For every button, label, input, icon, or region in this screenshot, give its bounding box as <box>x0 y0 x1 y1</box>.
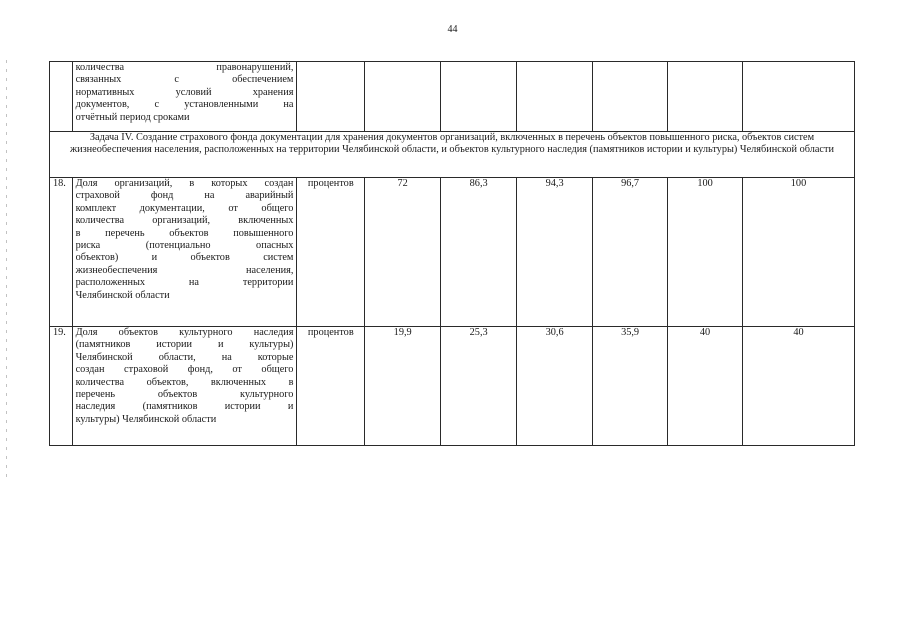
indicator-name-line: наследия (памятников истории и <box>75 401 294 413</box>
indicator-name-line: (памятников истории и культуры) <box>75 339 294 351</box>
table-row <box>50 178 855 327</box>
value-cell: 100 <box>743 178 855 327</box>
row-number-cell <box>50 62 73 132</box>
indicator-name-line: количества правонарушений, <box>75 62 294 73</box>
indicator-name-line: Доля организаций, в которых создан <box>75 178 294 189</box>
indicator-name-line: комплект документации, от общего <box>75 202 294 214</box>
indicator-name-line: количества объектов, включенных в <box>75 376 294 388</box>
indicator-name-line: нормативных условий хранения <box>75 86 294 98</box>
row-number-cell: 19. <box>50 327 73 446</box>
indicator-name-line: объектов) и объектов систем <box>75 252 294 264</box>
indicator-name-cell <box>72 327 297 446</box>
scan-edge-artifact <box>6 60 7 480</box>
indicator-name-line: количества организаций, включенных <box>75 215 294 227</box>
unit-cell <box>297 62 365 132</box>
indicator-name-line: связанных с обеспечением <box>75 74 294 86</box>
indicators-table <box>49 61 855 446</box>
indicator-name-line: Доля объектов культурного наследия <box>75 327 294 338</box>
indicator-name-line: Челябинской области, на которые <box>75 351 294 363</box>
value-cell: 86,3 <box>441 178 517 327</box>
value-cell: 72 <box>365 178 441 327</box>
unit-cell: процентов <box>297 178 365 327</box>
table-row <box>50 327 855 446</box>
value-cell: 19,9 <box>365 327 441 446</box>
indicator-name-line: жизнеобеспечения населения, <box>75 264 294 276</box>
indicator-name-line: риска (потенциально опасных <box>75 240 294 252</box>
indicator-name-cell <box>72 62 297 132</box>
value-cell <box>668 62 743 132</box>
value-cell <box>441 62 517 132</box>
task-heading-text: Задача IV. Создание страхового фонда документации для хранения документов организаций, включенных в перечень объектов повышенного риска, объектов систем жизнеобеспечения населения, расположенных на территории Челябинской области, и объектов культурного наследия (памятников истории и культуры) Челябинской области <box>50 132 855 178</box>
table-row <box>50 62 855 132</box>
indicator-name-line: отчётный период сроками <box>75 111 190 123</box>
unit-cell: процентов <box>297 327 365 446</box>
value-cell <box>517 62 593 132</box>
row-number-cell: 18. <box>50 178 73 327</box>
value-cell: 25,3 <box>441 327 517 446</box>
value-cell: 94,3 <box>517 178 593 327</box>
indicator-name-line: в перечень объектов повышенного <box>75 227 294 239</box>
indicator-name-line: культуры) Челябинской области <box>75 413 217 425</box>
value-cell: 35,9 <box>593 327 668 446</box>
value-cell <box>593 62 668 132</box>
value-cell: 100 <box>668 178 743 327</box>
indicator-name-line: перечень объектов культурного <box>75 389 294 401</box>
value-cell: 40 <box>743 327 855 446</box>
value-cell: 96,7 <box>593 178 668 327</box>
value-cell: 30,6 <box>517 327 593 446</box>
indicator-name-line: страховой фонд на аварийный <box>75 190 294 202</box>
indicator-name-line: Челябинской области <box>75 289 170 301</box>
value-cell <box>743 62 855 132</box>
indicator-name-line: расположенных на территории <box>75 277 294 289</box>
value-cell: 40 <box>668 327 743 446</box>
task-heading-row <box>50 132 855 178</box>
indicator-name-line: документов, с установленными на <box>75 99 294 111</box>
indicator-name-line: создан страховой фонд, от общего <box>75 364 294 376</box>
indicator-name-cell <box>72 178 297 327</box>
value-cell <box>365 62 441 132</box>
page-number: 44 <box>447 24 458 35</box>
